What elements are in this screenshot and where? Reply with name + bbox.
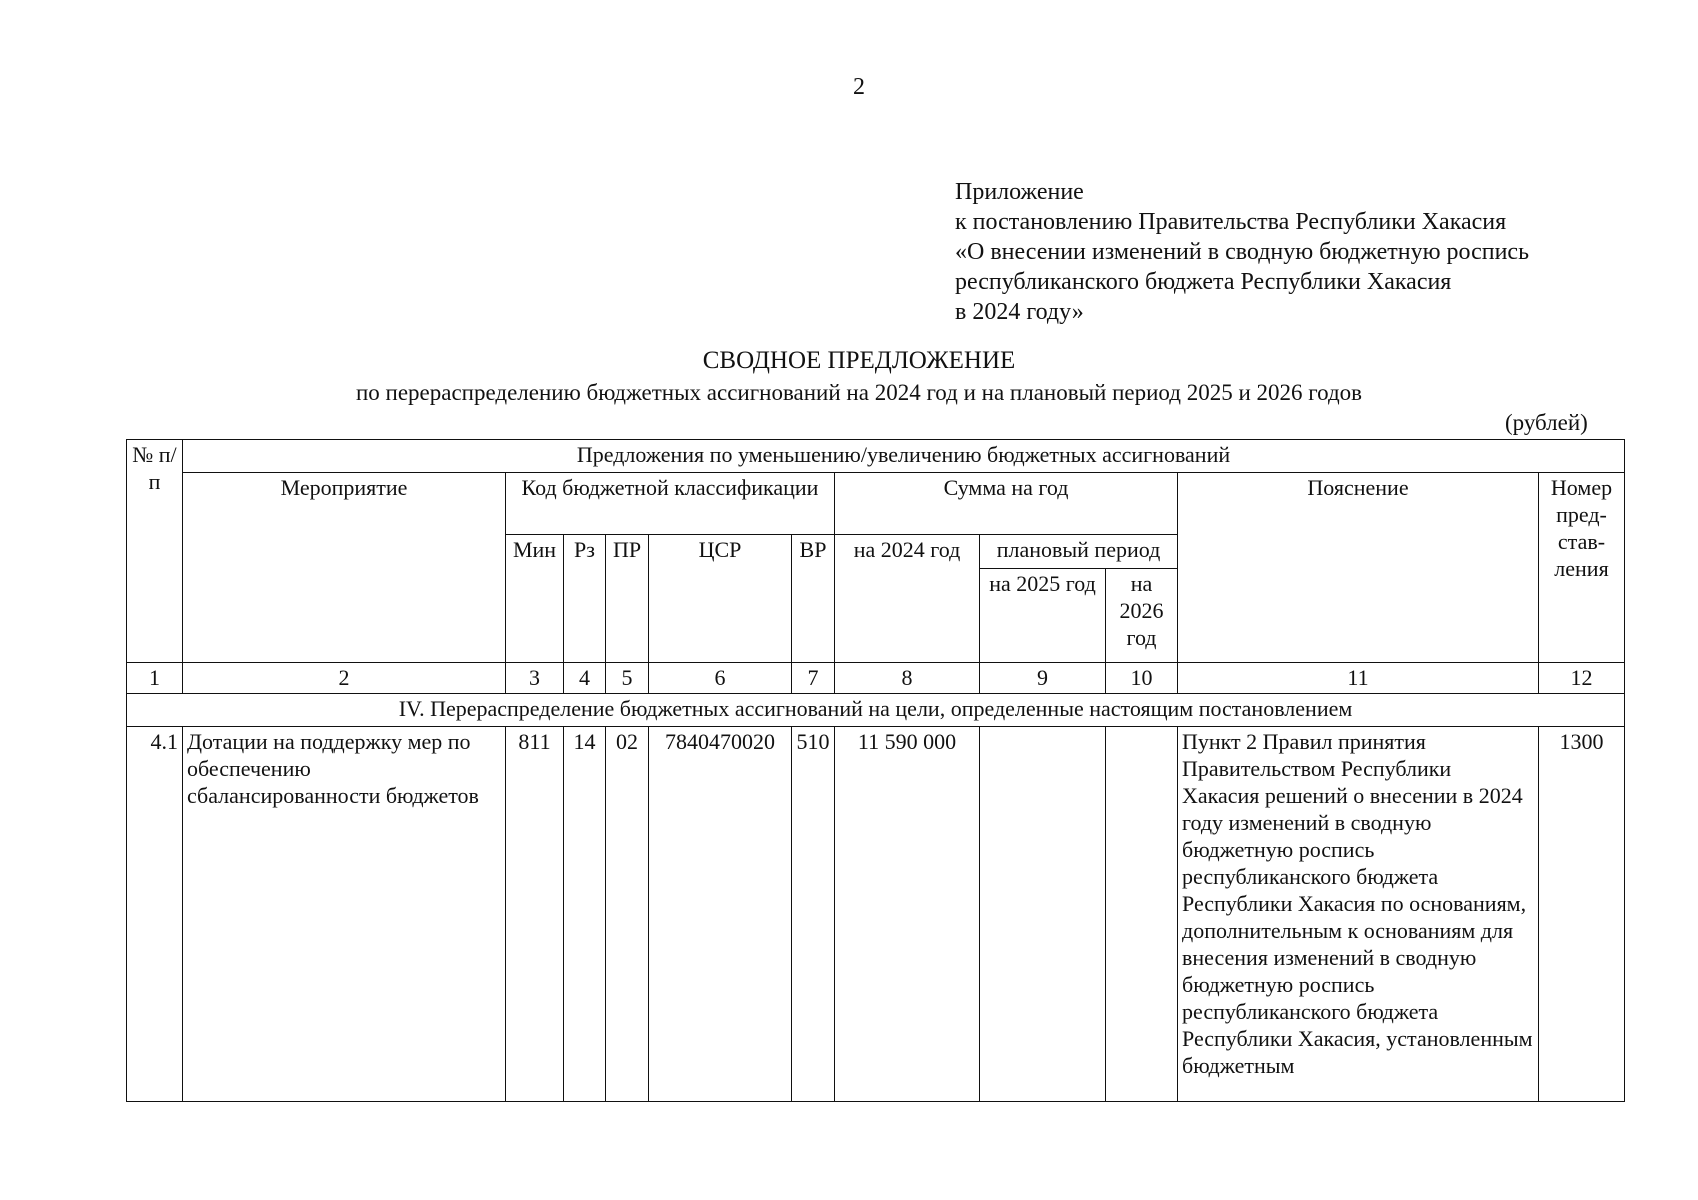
section-title: IV. Перераспределение бюджетных ассигнований на цели, определенные настоящим постановлением [127,694,1625,727]
row-pr: 02 [606,727,649,1102]
header-explanation: Пояснение [1178,473,1539,663]
row-csr: 7840470020 [649,727,792,1102]
header-year-2026: на 2026 год [1106,569,1178,663]
appendix-line: к постановлению Правительства Республики Хакасия [955,209,1507,235]
row-year-2026 [1106,727,1178,1102]
table-row [127,727,1625,1102]
header-num: № п/п [127,440,183,663]
column-index: 9 [980,663,1106,694]
header-event: Мероприятие [183,473,506,663]
units-label: (рублей) [1505,410,1588,435]
row-event: Дотации на поддержку мер по обеспечению сбалансированности бюджетов [183,727,506,1102]
column-index: 1 [127,663,183,694]
appendix-line: республиканского бюджета Республики Хакасия [955,269,1452,295]
column-index: 12 [1539,663,1625,694]
row-min: 811 [506,727,564,1102]
header-planned-period: плановый период [980,535,1178,569]
column-index: 6 [649,663,792,694]
header-vr: ВР [792,535,835,663]
column-index: 2 [183,663,506,694]
column-index-row [127,663,1625,694]
column-index: 11 [1178,663,1539,694]
header-csr: ЦСР [649,535,792,663]
section-row [127,694,1625,727]
column-index: 7 [792,663,835,694]
header-year-2024: на 2024 год [835,535,980,663]
header-code: Код бюджетной классификации [506,473,835,535]
row-num: 4.1 [127,727,183,1102]
column-index: 8 [835,663,980,694]
row-explanation: Пункт 2 Правил принятия Правительством Республики Хакасия решений о внесении в 2024 году изменений в сводную бюджетную роспись республиканского бюджета Республики Хакасия по основаниям, дополнительным к основаниям для внесения изменений в сводную бюджетную роспись республиканского бюджета Республики Хакасия, установленным бюджетным [1178,727,1539,1102]
document-title: СВОДНОЕ ПРЕДЛОЖЕНИЕ [702,347,1016,374]
header-sum: Сумма на год [835,473,1178,535]
row-year-2025 [980,727,1106,1102]
header-min: Мин [506,535,564,663]
column-index: 4 [564,663,606,694]
appendix-block [955,177,1529,327]
appendix-line: «О внесении изменений в сводную бюджетную роспись [955,239,1530,265]
header-rz: Рз [564,535,606,663]
row-vr: 510 [792,727,835,1102]
document-subtitle: по перераспределению бюджетных ассигнований на 2024 год и на плановый период 2025 и 2026 годов [355,380,1363,405]
header-year-2025: на 2025 год [980,569,1106,663]
column-index: 5 [606,663,649,694]
appendix-line: Приложение [955,179,1084,205]
row-year-2024: 11 590 000 [835,727,980,1102]
header-pr: ПР [606,535,649,663]
row-submission: 1300 [1539,727,1625,1102]
header-proposals: Предложения по уменьшению/увеличению бюджетных ассигнований [183,440,1625,473]
appendix-line: в 2024 году» [955,299,1084,325]
row-rz: 14 [564,727,606,1102]
column-index: 10 [1106,663,1178,694]
page-number: 2 [853,74,865,100]
column-index: 3 [506,663,564,694]
header-submission: Номер пред- став- ления [1539,473,1625,663]
budget-table [126,439,1625,1102]
